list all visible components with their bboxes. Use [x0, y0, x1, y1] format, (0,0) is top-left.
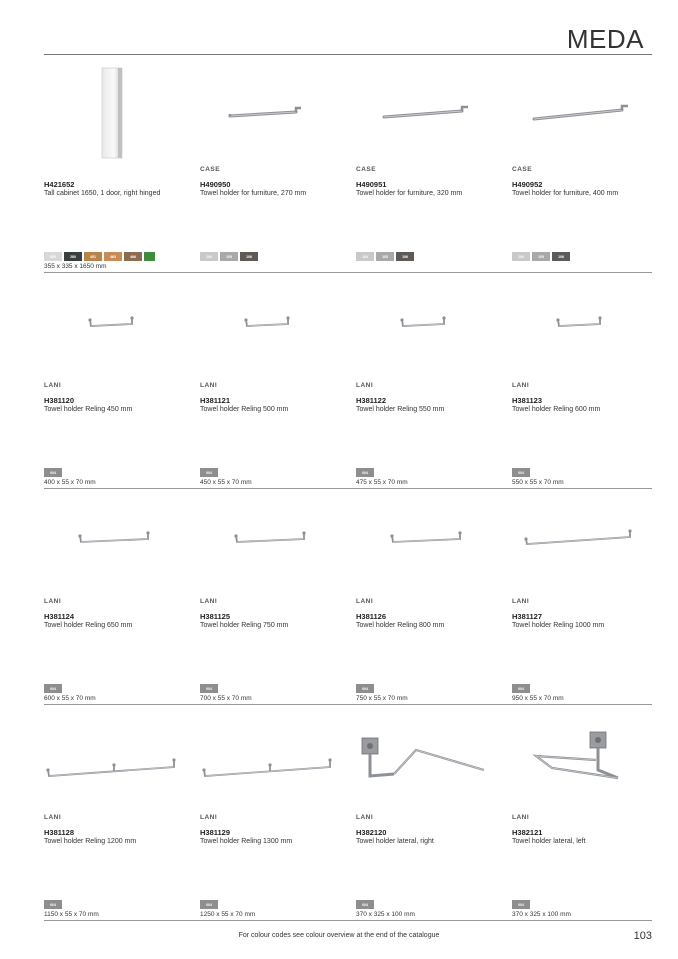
product-series: LANI: [200, 382, 218, 389]
product-dimensions: 750 x 55 x 70 mm: [356, 695, 408, 702]
colour-swatches: [200, 468, 218, 477]
product-series: CASE: [512, 166, 533, 173]
header-divider: [44, 54, 652, 55]
colour-swatches: [200, 900, 218, 909]
colour-swatches: [200, 252, 258, 261]
product-code: H381124: [44, 612, 75, 621]
product-card: [512, 706, 662, 922]
colour-swatch: 106: [240, 252, 258, 261]
product-dimensions: 400 x 55 x 70 mm: [44, 479, 96, 486]
product-image: [356, 64, 506, 164]
footer-note: For colour codes see colour overview at the end of the catalogue: [238, 932, 440, 939]
product-description: Towel holder lateral, left: [512, 838, 586, 845]
product-dimensions: 1250 x 55 x 70 mm: [200, 911, 256, 918]
product-card: [512, 490, 662, 706]
product-code: H381123: [512, 396, 543, 405]
product-card: [44, 274, 194, 490]
product-code: H381128: [44, 828, 75, 837]
product-description: Towel holder Reling 1200 mm: [44, 838, 137, 845]
colour-swatch: 104: [200, 252, 218, 261]
product-description: Towel holder Reling 750 mm: [200, 622, 289, 629]
product-series: LANI: [356, 598, 374, 605]
colour-swatch: 004: [44, 684, 62, 693]
product-card: [356, 58, 506, 274]
product-card: [44, 706, 194, 922]
product-image: [356, 496, 506, 596]
product-dimensions: 950 x 55 x 70 mm: [512, 695, 564, 702]
colour-swatches: [44, 900, 62, 909]
colour-swatch: 004: [44, 468, 62, 477]
product-description: Towel holder Reling 1000 mm: [512, 622, 605, 629]
product-image: [44, 64, 194, 164]
product-dimensions: 700 x 55 x 70 mm: [200, 695, 252, 702]
product-code: H490952: [512, 180, 543, 189]
colour-swatch: 466: [124, 252, 142, 261]
product-image: [200, 64, 350, 164]
product-description: Towel holder lateral, right: [356, 838, 434, 845]
product-series: LANI: [200, 814, 218, 821]
colour-swatch: 104: [512, 252, 530, 261]
product-description: Tall cabinet 1650, 1 door, right hinged: [44, 190, 161, 197]
colour-swatch: 106: [552, 252, 570, 261]
colour-swatches: [44, 468, 62, 477]
product-series: LANI: [512, 598, 530, 605]
product-description: Towel holder Reling 450 mm: [44, 406, 133, 413]
product-series: LANI: [44, 814, 62, 821]
product-description: Towel holder for furniture, 320 mm: [356, 190, 463, 197]
product-dimensions: 370 x 325 x 100 mm: [356, 911, 415, 918]
colour-swatches: [44, 252, 155, 261]
colour-swatches: [512, 684, 530, 693]
product-image: [200, 496, 350, 596]
product-code: H490951: [356, 180, 387, 189]
product-series: LANI: [44, 598, 62, 605]
product-dimensions: 550 x 55 x 70 mm: [512, 479, 564, 486]
product-image: [356, 712, 506, 812]
product-card: [356, 490, 506, 706]
product-card: [200, 58, 350, 274]
product-code: H381121: [200, 396, 231, 405]
product-code: H381122: [356, 396, 387, 405]
product-card: [200, 274, 350, 490]
product-image: [356, 280, 506, 380]
product-image: [44, 280, 194, 380]
colour-swatch: 104: [356, 252, 374, 261]
product-image: [44, 496, 194, 596]
colour-swatch: 004: [200, 900, 218, 909]
product-description: Towel holder Reling 650 mm: [44, 622, 133, 629]
product-image: [44, 712, 194, 812]
product-code: H381129: [200, 828, 231, 837]
product-image: [200, 280, 350, 380]
page-number: 103: [633, 930, 652, 942]
product-dimensions: 450 x 55 x 70 mm: [200, 479, 252, 486]
product-series: LANI: [44, 382, 62, 389]
colour-swatches: [512, 900, 530, 909]
product-code: H381120: [44, 396, 75, 405]
colour-swatch: 004: [44, 900, 62, 909]
product-image: [512, 496, 662, 596]
colour-swatches: [44, 684, 62, 693]
product-image: [512, 712, 662, 812]
colour-swatch: 004: [200, 684, 218, 693]
colour-swatch: 004: [512, 900, 530, 909]
product-card: [356, 274, 506, 490]
product-image: [512, 280, 662, 380]
product-series: LANI: [356, 382, 374, 389]
product-card: [44, 58, 194, 274]
product-description: Towel holder Reling 600 mm: [512, 406, 601, 413]
product-description: Towel holder Reling 500 mm: [200, 406, 289, 413]
product-row: [44, 274, 652, 490]
product-dimensions: 355 x 335 x 1650 mm: [44, 263, 107, 270]
product-card: [44, 490, 194, 706]
product-code: H490950: [200, 180, 231, 189]
product-code: H381126: [356, 612, 387, 621]
product-dimensions: 1150 x 55 x 70 mm: [44, 911, 99, 918]
product-card: [512, 58, 662, 274]
product-code: H382121: [512, 828, 543, 837]
product-series: LANI: [356, 814, 374, 821]
product-series: CASE: [356, 166, 377, 173]
product-dimensions: 370 x 325 x 100 mm: [512, 911, 571, 918]
product-code: H382120: [356, 828, 387, 837]
colour-swatches: [512, 252, 570, 261]
colour-swatch: 105: [220, 252, 238, 261]
colour-swatch: 280: [64, 252, 82, 261]
colour-swatch: 451: [84, 252, 102, 261]
product-description: Towel holder for furniture, 270 mm: [200, 190, 307, 197]
product-series: LANI: [200, 598, 218, 605]
product-dimensions: 600 x 55 x 70 mm: [44, 695, 96, 702]
colour-swatch: 463: [104, 252, 122, 261]
product-series: LANI: [512, 382, 530, 389]
product-description: Towel holder Reling 1300 mm: [200, 838, 293, 845]
page-title: MEDA: [566, 24, 644, 54]
product-description: Towel holder for furniture, 400 mm: [512, 190, 619, 197]
product-series: LANI: [512, 814, 530, 821]
product-card: [512, 274, 662, 490]
row-divider: [44, 920, 652, 921]
product-card: [356, 706, 506, 922]
product-row: [44, 490, 652, 706]
colour-swatches: [356, 468, 374, 477]
product-dimensions: 475 x 55 x 70 mm: [356, 479, 408, 486]
product-row: [44, 58, 652, 274]
colour-swatches: [356, 900, 374, 909]
colour-swatch: [144, 252, 155, 261]
colour-swatch: 105: [532, 252, 550, 261]
colour-swatch: 105: [376, 252, 394, 261]
product-card: [200, 706, 350, 922]
colour-swatch: 004: [512, 468, 530, 477]
product-description: Towel holder Reling 800 mm: [356, 622, 445, 629]
row-divider: [44, 272, 652, 273]
colour-swatch: 000: [44, 252, 62, 261]
row-divider: [44, 704, 652, 705]
product-code: H381125: [200, 612, 231, 621]
colour-swatches: [200, 684, 218, 693]
row-divider: [44, 488, 652, 489]
product-description: Towel holder Reling 550 mm: [356, 406, 445, 413]
product-card: [200, 490, 350, 706]
colour-swatch: 106: [396, 252, 414, 261]
product-series: CASE: [200, 166, 221, 173]
colour-swatch: 004: [356, 468, 374, 477]
product-image: [200, 712, 350, 812]
product-image: [512, 64, 662, 164]
colour-swatch: 004: [200, 468, 218, 477]
colour-swatches: [356, 252, 414, 261]
product-code: H421652: [44, 180, 75, 189]
colour-swatch: 004: [512, 684, 530, 693]
product-code: H381127: [512, 612, 543, 621]
colour-swatches: [512, 468, 530, 477]
colour-swatch: 004: [356, 900, 374, 909]
product-row: [44, 706, 652, 922]
colour-swatches: [356, 684, 374, 693]
colour-swatch: 004: [356, 684, 374, 693]
